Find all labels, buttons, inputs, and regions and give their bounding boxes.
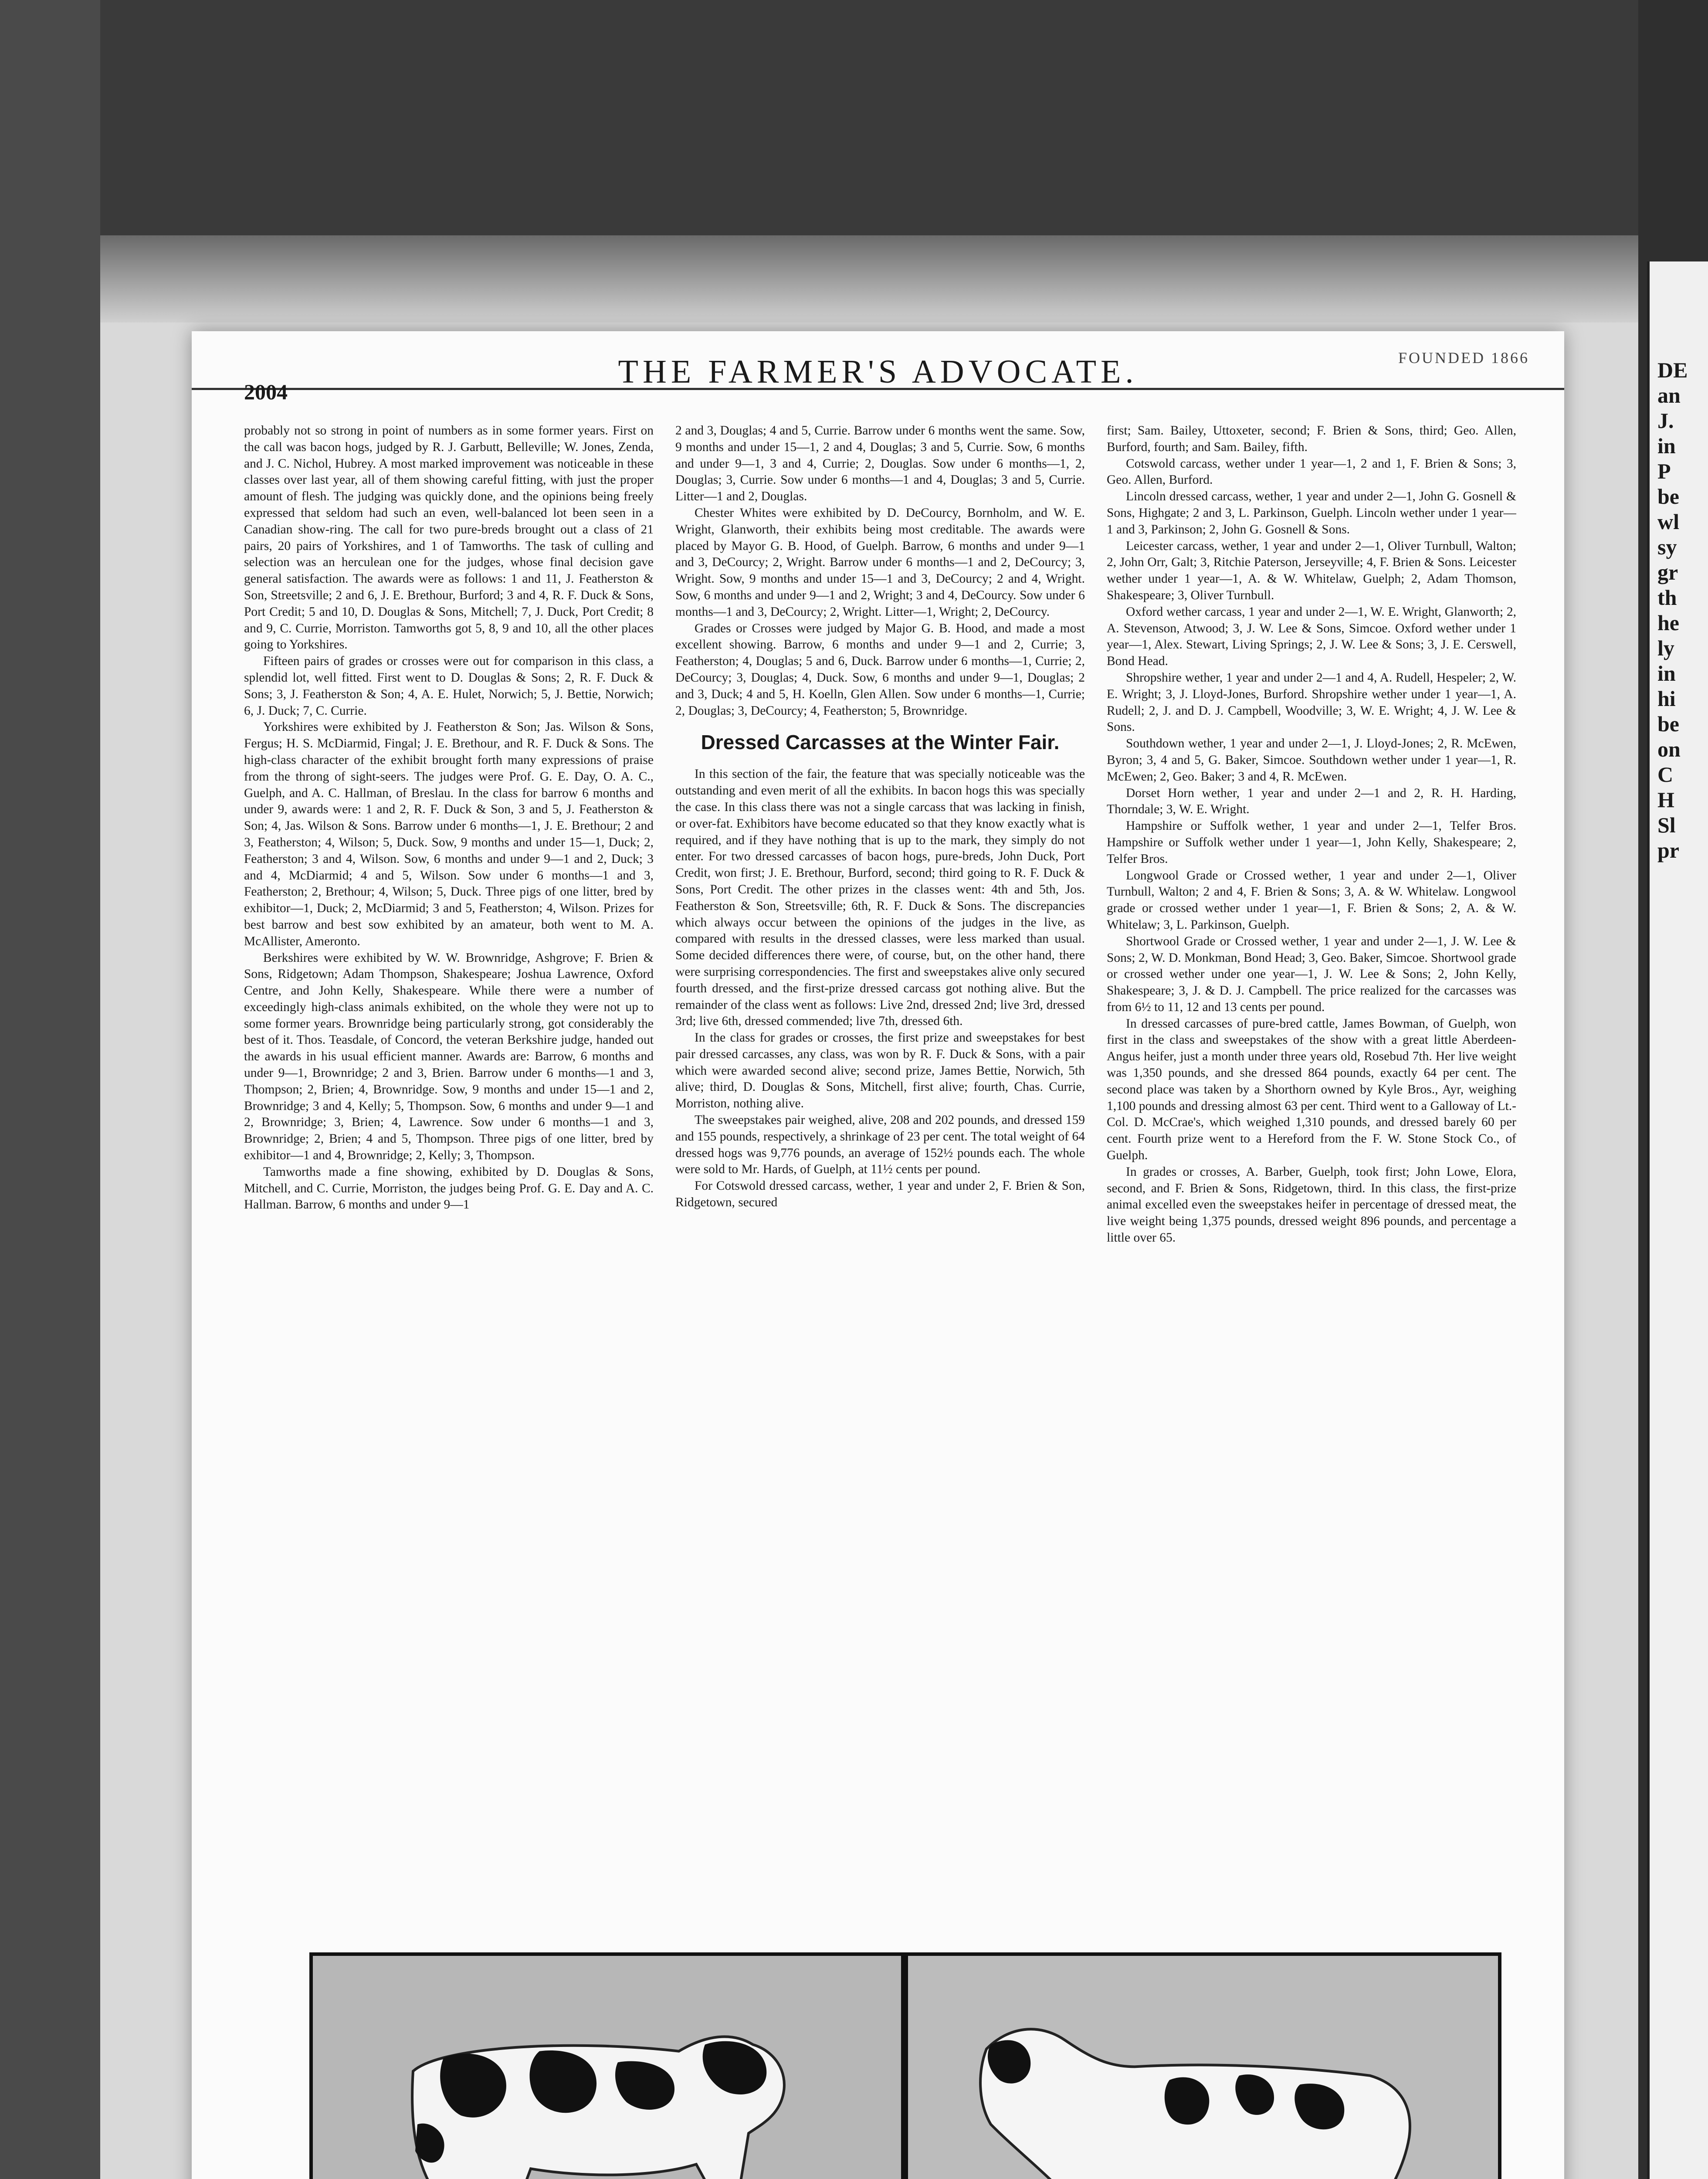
- paragraph: Hampshire or Suffolk wether, 1 year and under 2—1, Telfer Bros. Hampshire or Suffolk wether under 1 year—1, John Kelly, Shakespeare; 2, Telfer Bros.: [1107, 819, 1516, 866]
- fragment-letter: he: [1657, 611, 1679, 635]
- fragment-letter: wl: [1657, 509, 1679, 534]
- scanner-background-top: [0, 0, 1708, 235]
- holstein-cow-photo: [908, 1956, 1498, 2179]
- fragment-letter: C: [1657, 762, 1674, 787]
- fragment-letter: be: [1657, 712, 1679, 736]
- paragraph: In the class for grades or crosses, the first prize and sweepstakes for best pair dressed carcasses, any class, was won by R. F. Duck & Sons, with a pair which were awarded second alive; second prize, James Bettie, Norwich, 5th alive; third, D. Douglas & Sons, Mitchell, first alive; fourth, Chas. Currie, Morriston, nothing alive.: [675, 1031, 1085, 1111]
- column-right: [1107, 423, 1516, 1852]
- scanner-shadow: [100, 235, 1638, 322]
- paragraph: probably not so strong in point of numbers as in some former years. First on the call was bacon hogs, judged by R. J. Garbutt, Belleville; W. Jones, Zenda, and J. C. Nichol, Hubrey. A most marked improvement was noticeable in these classes over last year, all of them showing careful fitting, with just the proper amount of flesh. The judging was quickly done, and the opinions being freely expressed that seldom had such an even, well-balanced lot been seen in a Canadian show-ring. The call for two pure-breds brought out a class of 21 pairs, 20 pairs of Yorkshires, and 1 of Tamworths. The task of culling and selection was an herculean one for the judges, whose final decision gave general satisfaction. The awards were as follows: 1 and 11, J. Featherston & Son, Streetsville; 2 and 6, J. E. Brethour, Burford; 3 and 4, R. F. Duck & Sons, Port Credit; 5 and 10, D. Douglas & Sons, Mitchell; 7, J. Duck, Port Credit; 8 and 9, C. Currie, Morriston. Tamworths got 5, 8, 9 and 10, all the other places going to Yorkshires.: [244, 424, 654, 652]
- fragment-letter: in: [1657, 434, 1676, 458]
- fragment-letter: DE: [1657, 358, 1688, 382]
- paragraph: Cotswold carcass, wether under 1 year—1, 2 and 1, F. Brien & Sons; 3, Geo. Allen, Burford.: [1107, 456, 1516, 487]
- paragraph: Fifteen pairs of grades or crosses were out for comparison in this class, a splendid lot, well fitted. First went to D. Douglas & Sons; 2, R. F. Duck & Sons; 3, J. Featherston & Son; 4, A. E. Hulet, Norwich; 5, J. Bettie, Norwich; 6, J. Duck; 7, C. Currie.: [244, 654, 654, 718]
- masthead-title: THE FARMER'S ADVOCATE.: [618, 353, 1138, 390]
- fragment-letter: hi: [1657, 686, 1676, 711]
- paragraph: Shropshire wether, 1 year and under 2—1 and 4, A. Rudell, Hespeler; 2, W. E. Wright; 3, J. Lloyd-Jones, Burford. Shropshire wether under 1 year—1, A. Rudell; 2, J. and D. J. Campbell, Woodville; 3, W. E. Wright; 4, J. W. Lee & Sons.: [1107, 670, 1516, 734]
- paragraph: Berkshires were exhibited by W. W. Brownridge, Ashgrove; F. Brien & Sons, Ridgetown; Adam Thompson, Shakespeare; Joshua Lawrence, Oxford Centre, and John Kelly, Shakespeare. While there were a number of exceedingly high-class animals exhibited, on the whole they were not up to some former years. Brownridge being particularly strong, got considerably the best of it. Thos. Teasdale, of Concord, the veteran Berkshire judge, handed out the awards in his usual efficient manner. Awards are: Barrow, 6 months and under 9—1, Brownridge; 2 and 3, Brien. Barrow under 6 months—1 and 3, Thompson; 2, Brien; 4, Brownridge. Sow, 9 months and under 15—1 and 2, Brownridge; 3 and 4, Kelly; 5, Thompson. Sow, 6 months and under 9—1 and 2, Brownridge; 3, Brien; 4, Lawrence. Sow under 6 months—1 and 3, Brownridge; 2, Brien; 4 and 5, Thompson. Three pigs of one litter, bred by exhibitor—1 and 4, Brownridge; 2, Kelly; 3, Thompson.: [244, 950, 654, 1163]
- paragraph: Lincoln dressed carcass, wether, 1 year and under 2—1, John G. Gosnell & Sons, Highgate; 2 and 3, L. Parkinson, Guelph. Lincoln wether under 1 year—1 and 3, Parkinson; 2, John G. Gosnell & Sons.: [1107, 489, 1516, 536]
- newspaper-page: [192, 331, 1564, 2179]
- column-middle: [675, 423, 1085, 1852]
- fragment-letter: H: [1657, 787, 1674, 812]
- article-columns: [244, 423, 1516, 1852]
- fragment-letter: ly: [1657, 636, 1674, 660]
- paragraph: Yorkshires were exhibited by J. Featherston & Son; Jas. Wilson & Sons, Fergus; H. S. McDiarmid, Fingal; J. E. Brethour, and R. F. Duck & Sons. The high-class character of the exhibit brought forth many expressions of praise from the throng of sight-seers. The judges were Prof. G. E. Day, O. A. C., Guelph, and A. C. Hallman, of Breslau. In the class for barrow 6 months and under 9, awards were: 1 and 2, R. F. Duck & Son, 3 and 5, J. Featherston & Son; 4, Jas. Wilson & Sons. Barrow under 6 months—1, J. E. Brethour; 2 and 3, Featherston; 4, Wilson; 5, Duck. Sow, 9 months and under 15—1, Duck; 2, Featherston; 3 and 4, Wilson. Sow, 6 months and under 9—1 and 2, Duck; 3 and 4, McDiarmid; 4 and 5, Wilson. Sow under 6 months—1 and 3, Featherston; 2, Brethour; 4, Wilson; 5, Duck. Three pigs of one litter, bred by exhibitor—1, Duck; 2, McDiarmid; 3 and 5, Featherston; 4, Wilson. Prizes for best barrow and best sow exhibited by an amateur, both went to M. A. McAllister, Ameronto.: [244, 720, 654, 948]
- fragment-letter: in: [1657, 661, 1676, 686]
- paragraph: In this section of the fair, the feature that was specially noticeable was the outstanding and even merit of all the exhibits. In bacon hogs this was specially the case. In this class there was not a single carcass that was lacking in finish, or over-fat. Exhibitors have become educated so that they know exactly what is required, and if they have nothing that is up to the mark, they simply do not enter. For two dressed carcasses of bacon hogs, pure-breds, John Duck, Port Credit, won first; J. E. Brethour, Burford, second; third going to R. F. Duck & Sons, Port Credit. The other prizes in the classes went: 4th and 5th, Jos. Featherston & Son, Streetsville; 6th, R. F. Duck & Sons. The discrepancies which always occur between the opinions of the judges in the live, as compared with results in the dressed classes, were less marked than usual. Some decided differences there were, of course, but, on the other hand, there were surprising correspondencies. The first and sweepstakes alive only secured fourth dressed, and the first-prize dressed carcass got nothing alive. But the remainder of the class went as follows: Live 2nd, dressed 2nd; live 3rd, dressed 3rd; live 6th, dressed commended; live 7th, dressed 6th.: [675, 767, 1085, 1028]
- founded-note: FOUNDED 1866: [1398, 349, 1529, 367]
- holstein-heifer-photo: [313, 1956, 901, 2179]
- page-header: [192, 331, 1564, 404]
- scanner-background-left: [0, 0, 100, 2179]
- adjacent-page-fragment: [1647, 261, 1708, 2179]
- paragraph: Dorset Horn wether, 1 year and under 2—1 and 2, R. H. Harding, Thorndale; 3, W. E. Wright.: [1107, 786, 1516, 817]
- paragraph: For Cotswold dressed carcass, wether, 1 year and under 2, F. Brien & Son, Ridgetown, secured: [675, 1179, 1085, 1210]
- cow-illustration-right: [908, 1956, 1498, 2179]
- fragment-letter: on: [1657, 737, 1681, 761]
- paragraph: Southdown wether, 1 year and under 2—1, J. Lloyd-Jones; 2, R. McEwen, Byron; 3, 4 and 5, G. Baker, Simcoe. Southdown wether under 1 year—1, R. McEwen; 2, Geo. Baker; 3 and 4, R. McEwen.: [1107, 737, 1516, 784]
- fragment-letter: gr: [1657, 560, 1678, 584]
- paragraph: The sweepstakes pair weighed, alive, 208 and 202 pounds, and dressed 159 and 155 pounds, respectively, a shrinkage of 23 per cent. The total weight of 64 dressed hogs was 9,776 pounds, an average of 152½ pounds each. The whole were sold to Mr. Hards, of Guelph, at 11½ cents per pound.: [675, 1113, 1085, 1177]
- paragraph: Longwool Grade or Crossed wether, 1 year and under 2—1, Oliver Turnbull, Walton; 2 and 4, F. Brien & Sons; 3, A. & W. Whitelaw. Longwool grade or crossed wether under 1 year—1, F. Brien & Sons; 2, A. & W. Whitelaw; 3, L. Parkinson, Guelph.: [1107, 868, 1516, 932]
- fragment-letter: be: [1657, 484, 1679, 509]
- fragment-letter: pr: [1657, 838, 1679, 862]
- paragraph: first; Sam. Bailey, Uttoxeter, second; F. Brien & Sons, third; Geo. Allen, Burford, fourth; and Sam. Bailey, fifth.: [1107, 424, 1516, 454]
- fragment-letter: an: [1657, 383, 1681, 407]
- fragment-letter: J.: [1657, 408, 1674, 433]
- fragment-letter: P: [1657, 459, 1671, 483]
- paragraph: Oxford wether carcass, 1 year and under 2—1, W. E. Wright, Glanworth; 2, A. Stevenson, Atwood; 3, J. W. Lee & Sons, Simcoe. Oxford wether under 1 year—1, Alex. Stewart, Living Springs; 2, J. W. Lee & Sons; 3, J. E. Cerswell, Bond Head.: [1107, 604, 1516, 669]
- fragment-letter: th: [1657, 585, 1677, 610]
- paragraph: Chester Whites were exhibited by D. DeCourcy, Bornholm, and W. E. Wright, Glanworth, their exhibits being most creditable. The awards were placed by Mayor G. B. Hood, of Guelph. Barrow, 6 months and under 9—1 and 3, DeCourcy; 2, Wright. Barrow under 6 months—1 and 2, DeCourcy; 3, Wright. Sow, 9 months and under 15—1 and 3, DeCourcy; 2 and 4, Wright. Sow, 6 months and under 9—1 and 2, Wright; 3 and 4, DeCourcy. Sow under 6 months—1 and 3, DeCourcy; 2, Wright. Litter—1, Wright; 2, DeCourcy.: [675, 506, 1085, 619]
- column-left: [244, 423, 654, 1852]
- paragraph: 2 and 3, Douglas; 4 and 5, Currie. Barrow under 6 months went the same. Sow, 9 months and under 15—1, 2 and 4, Douglas; 3 and 5, Currie. Sow, 6 months and under 9—1, 3 and 4, Currie; 2, Douglas. Sow under 6 months—1, 2, Douglas; 3, Currie. Sow under 6 months—1 and 4, Douglas; 3 and 5, Currie. Litter—1 and 2, Douglas.: [675, 424, 1085, 504]
- cow-illustration-left: [313, 1956, 901, 2179]
- page-number: 2004: [244, 380, 288, 404]
- photo-plate: [309, 1952, 1501, 2179]
- section-heading: Dressed Carcasses at the Winter Fair.: [701, 731, 1060, 754]
- fragment-letter: Sl: [1657, 813, 1676, 837]
- paragraph: Tamworths made a fine showing, exhibited by D. Douglas & Sons, Mitchell, and C. Currie, Morriston, the judges being Prof. G. E. Day and A. C. Hallman. Barrow, 6 months and under 9—1: [244, 1164, 654, 1212]
- paragraph: Shortwool Grade or Crossed wether, 1 year and under 2—1, J. W. Lee & Sons; 2, W. D. Monkman, Bond Head; 3, Geo. Baker, Simcoe. Shortwool grade or crossed wether under one year—1, J. W. Lee & Sons; 2, John Kelly, Shakespeare; 3, J. & D. J. Campbell. The price realized for the carcasses was from 6½ to 11, 12 and 13 cents per pound.: [1107, 934, 1516, 1014]
- paragraph: Leicester carcass, wether, 1 year and under 2—1, Oliver Turnbull, Walton; 2, John Orr, Galt; 3, Ritchie Paterson, Jerseyville; 4, F. Brien & Sons. Leicester wether under 1 year—1, A. & W. Whitelaw, Guelph; 2, Adam Thomson, Shakespeare; 3, Oliver Turnbull.: [1107, 539, 1516, 602]
- fragment-letter: sy: [1657, 535, 1677, 559]
- paragraph: In dressed carcasses of pure-bred cattle, James Bowman, of Guelph, won first in the class and sweepstakes of the show with a great little Aberdeen-Angus heifer, just a month under three years old, Rosebud 7th. Her live weight was 1,350 pounds, and she dressed 864 pounds, exactly 64 per cent. The second place was taken by a Shorthorn owned by Kyle Bros., Ayr, weighing 1,100 pounds and dressing almost 63 per cent. Third went to a Galloway of Lt.-Col. D. McCrae's, which weighed 1,310 pounds, and dressed barely 60 per cent. Fourth prize went to a Hereford from the F. W. Stone Stock Co., of Guelph.: [1107, 1016, 1516, 1163]
- paragraph: In grades or crosses, A. Barber, Guelph, took first; John Lowe, Elora, second, and F. Brien & Sons, Ridgetown, third. In this class, the first-prize animal excelled even the sweepstakes heifer in percentage of dressed meat, the live weight being 1,375 pounds, dressed weight 896 pounds, and percentage a little over 65.: [1107, 1164, 1516, 1245]
- paragraph: Grades or Crosses were judged by Major G. B. Hood, and made a most excellent showing. Barrow, 6 months and under 9—1 and 2, Currie; 3, Featherston; 4, Douglas; 5 and 6, Duck. Barrow under 6 months—1, Currie; 2, DeCourcy; 3, Douglas; 4, Duck. Sow, 6 months and under 9—1, Douglas; 2 and 3, Duck; 4 and 5, H. Koelln, Glen Allen. Sow under 6 months—1, Currie; 2, Douglas; 3, DeCourcy; 4, Featherston; 5, Brownridge.: [675, 621, 1085, 718]
